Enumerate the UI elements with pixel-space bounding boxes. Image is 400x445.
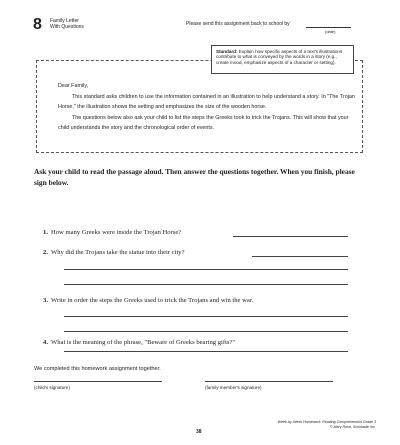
question-1 — [34, 229, 181, 236]
question-4 — [34, 339, 235, 346]
credit-line-2: © Mary Rose, Scholastic Inc. — [329, 425, 376, 429]
question-number: 2. — [43, 249, 48, 256]
standard-box — [211, 45, 354, 74]
question-text: Write in order the steps the Greeks used to trick the Trojans and win the war. — [51, 297, 254, 304]
child-signature-label: (child's signature) — [34, 385, 70, 390]
answer-line[interactable] — [64, 316, 348, 317]
lesson-title — [50, 18, 84, 30]
question-3 — [34, 297, 253, 304]
question-text: What is the meaning of the phrase, "Beware of Greeks bearing gifts?" — [51, 339, 236, 346]
question-number: 4. — [43, 339, 48, 346]
instructions: Ask your child to read the passage aloud. Then answer the questions together. When you finish, please sign below. — [34, 167, 355, 187]
answer-line[interactable] — [233, 236, 348, 237]
child-signature-line[interactable] — [34, 381, 162, 382]
question-number: 3. — [43, 297, 48, 304]
standard-label: Standard: — [216, 49, 238, 54]
question-text: Why did the Trojans take the statue into their city? — [51, 249, 185, 256]
answer-line[interactable] — [64, 269, 348, 270]
completed-statement: We completed this homework assignment together. — [34, 366, 161, 372]
question-number: 1. — [43, 229, 48, 236]
page-number: 38 — [196, 429, 202, 435]
letter-body — [58, 92, 358, 134]
date-label: (date) — [325, 29, 336, 34]
letter-paragraph-2: The questions below also ask your child to list the steps the Greeks took to trick the Trojans. This will show that your child understands the story and the chronological order of events. — [58, 114, 349, 132]
answer-line[interactable] — [64, 284, 348, 285]
date-blank[interactable] — [306, 27, 351, 28]
lesson-title-line1: Family Letter — [50, 18, 79, 24]
send-back-text: Please send this assignment back to school by — [186, 21, 290, 27]
letter-paragraph-1: This standard asks children to use the information contained in an illustration to help understand a story. In "The Trojan Horse," the illustration shows the setting and emphasizes the size of the wooden horse. — [58, 94, 355, 111]
standard-text: Explain how specific aspects of a text's illustrations contribute to what is conveyed by the words in a story (e.g., create mood, emphasize aspects of a character or setting). — [216, 49, 343, 65]
credit-line — [270, 420, 376, 430]
answer-line[interactable] — [252, 256, 348, 257]
answer-line[interactable] — [64, 351, 348, 352]
question-2 — [34, 249, 185, 256]
lesson-title-line2: With Questions — [50, 24, 84, 30]
family-signature-line[interactable] — [205, 381, 333, 382]
letter-greeting: Dear Family, — [58, 83, 89, 89]
credit-line-1: Week-by-Week Homework: Reading Comprehension Grade 3 — [277, 420, 376, 424]
lesson-number: 8 — [33, 16, 42, 33]
question-text: How many Greeks were inside the Trojan Horse? — [51, 229, 182, 236]
family-signature-label: (family member's signature) — [205, 385, 262, 390]
page-header — [33, 16, 378, 40]
answer-line[interactable] — [64, 331, 348, 332]
